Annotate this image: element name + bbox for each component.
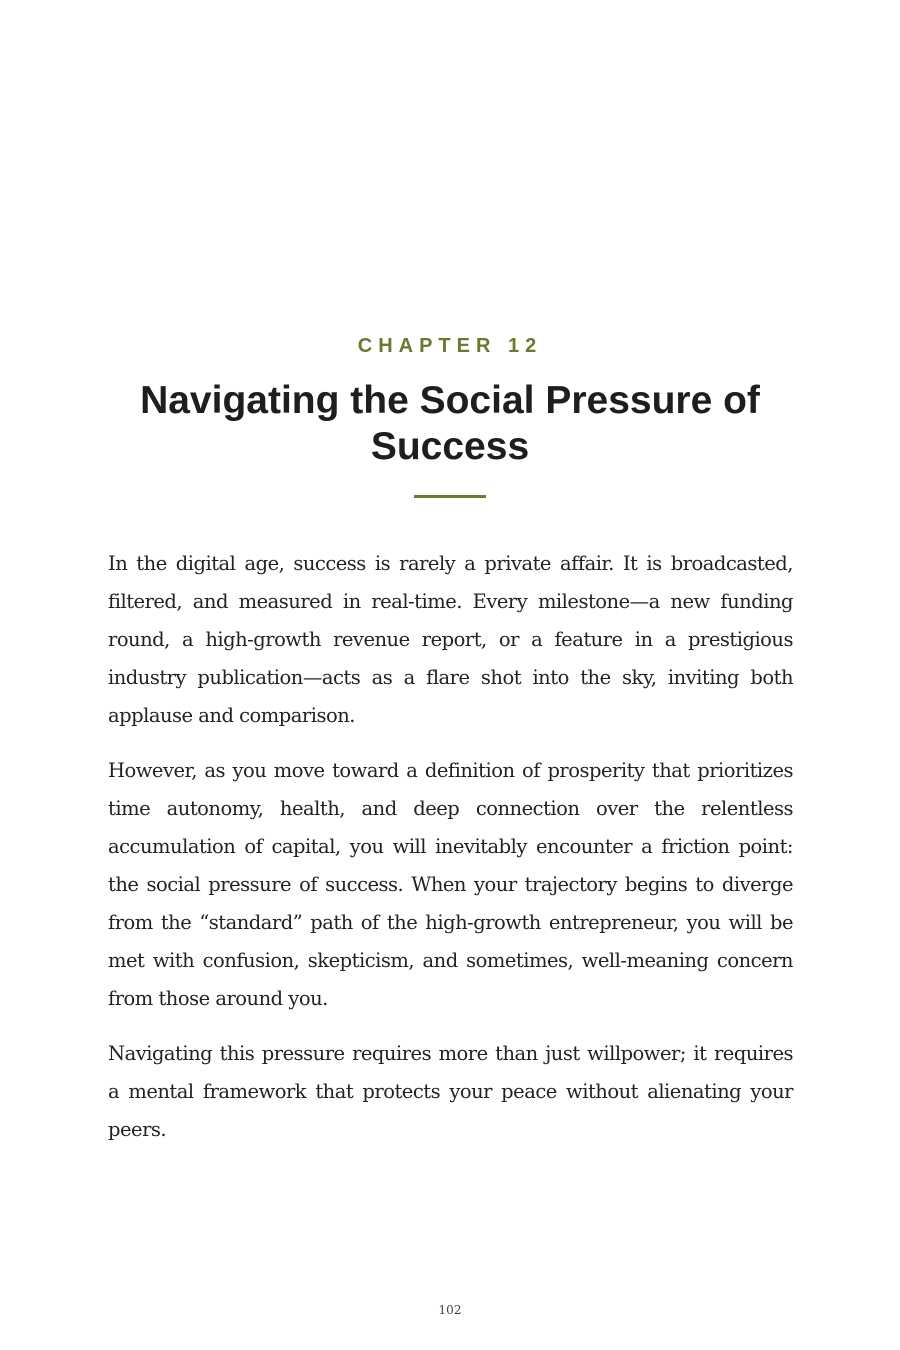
paragraph-2: However, as you move toward a definition of prosperity that prioritizes time autonomy, health, and deep connection over the relentless accumulation of capital, you will inevitably encounter a friction point: the social pressure of success. When your trajectory begins to diverge from the “standard” path of the high-growth entrepreneur, you will be met with confusion, skepticism, and sometimes, well-meaning concern from those around you.: [108, 759, 793, 1010]
page-number: 102: [438, 1303, 462, 1317]
title-divider: [414, 495, 486, 498]
chapter-label: CHAPTER 12: [357, 335, 543, 357]
paragraph-3: Navigating this pressure requires more than just willpower; it requires a mental framework that protects your peace without alienating your peers.: [108, 1042, 793, 1141]
chapter-body: [108, 545, 793, 1166]
paragraph-1: In the digital age, success is rarely a private affair. It is broadcasted, filtered, and measured in real-time. Every milestone—a new funding round, a high-growth revenue report, or a feature in a prestigious industry publication—acts as a flare shot into the sky, inviting both applause and comparison.: [108, 552, 793, 727]
chapter-title: Navigating the Social Pressure of Success: [140, 379, 760, 468]
